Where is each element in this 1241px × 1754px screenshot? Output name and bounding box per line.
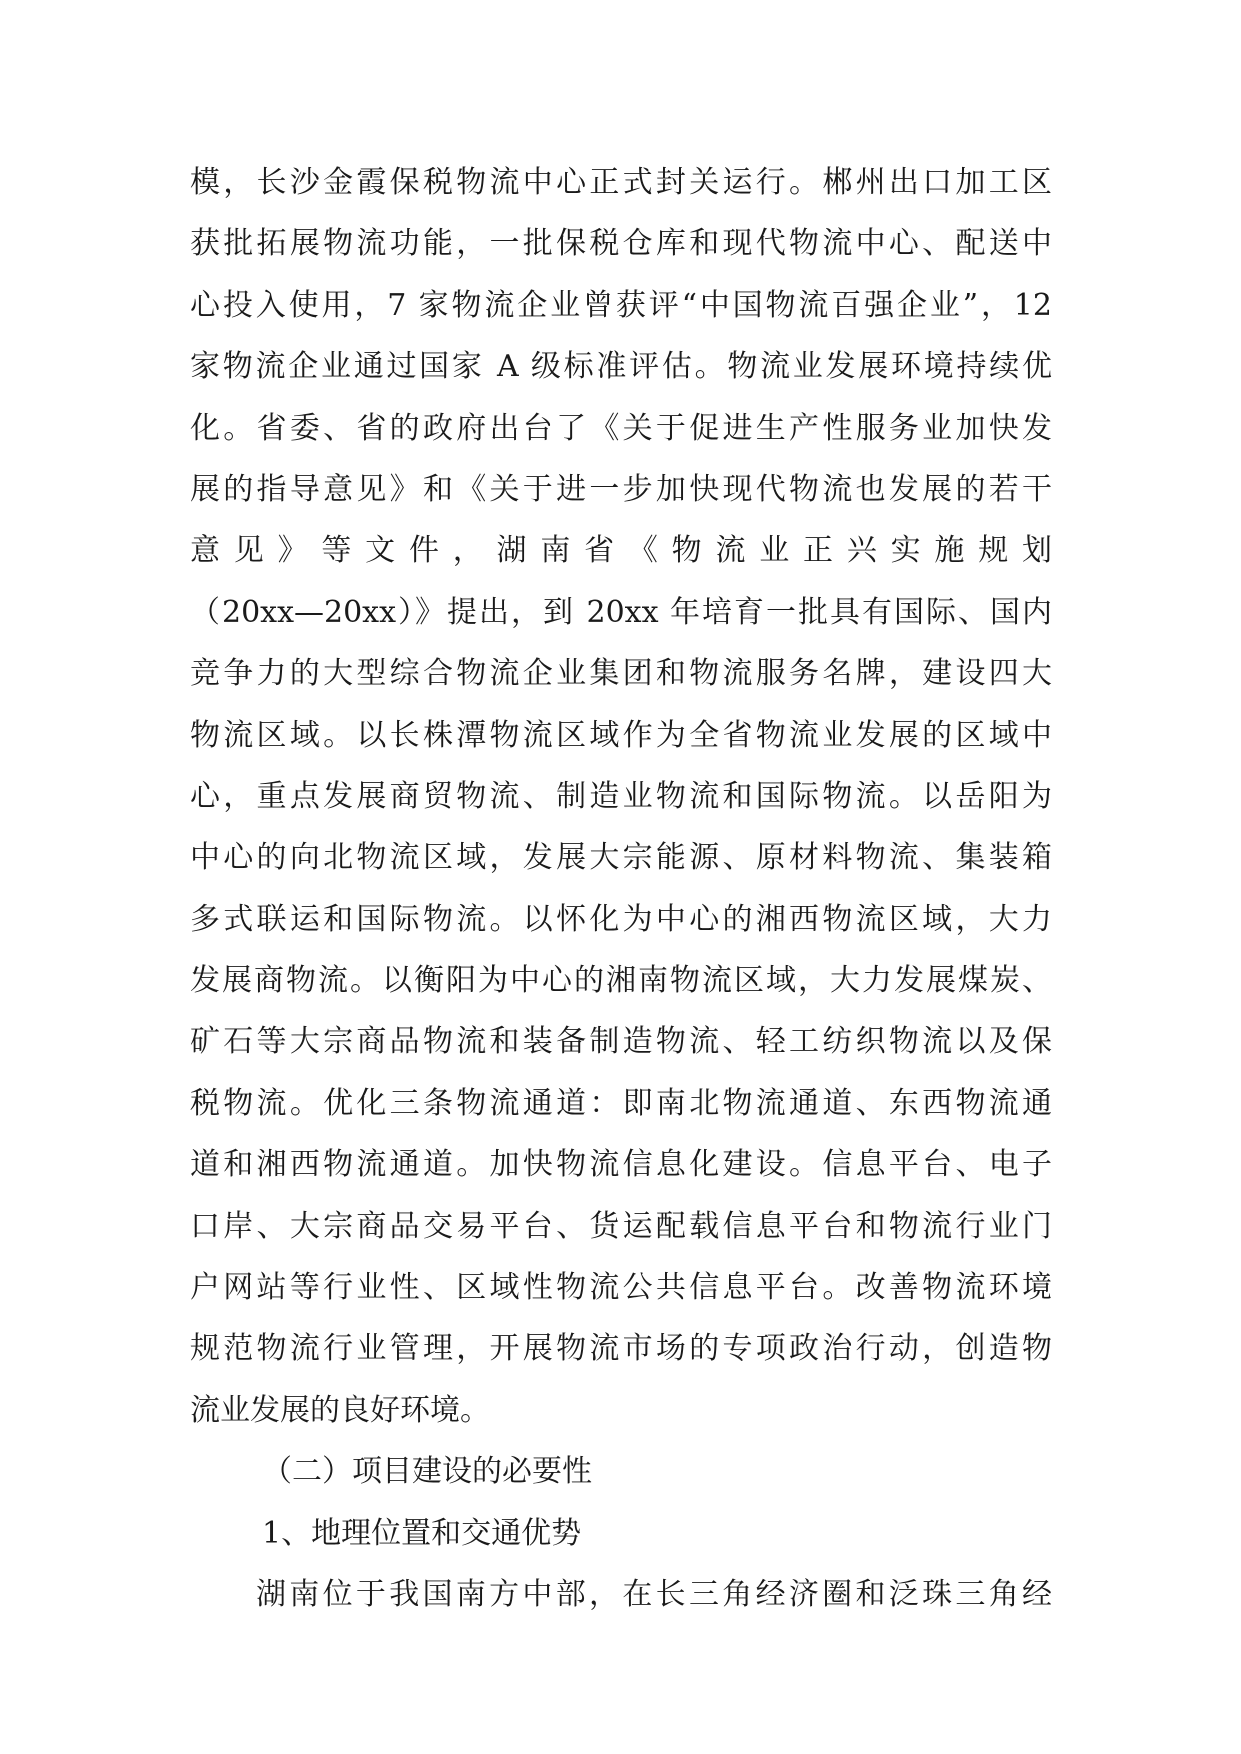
text-line: 竞争力的大型综合物流企业集团和物流服务名牌，建设四大 — [190, 656, 1052, 692]
text-line: 规范物流行业管理，开展物流市场的专项政治行动，创造物 — [190, 1331, 1052, 1367]
text-line: 口岸、大宗商品交易平台、货运配载信息平台和物流行业门 — [190, 1208, 1052, 1244]
text-line: （20xx—20xx）》提出，到 20xx 年培育一批具有国际、国内 — [190, 594, 1052, 630]
text-line: 中心的向北物流区域，发展大宗能源、原材料物流、集装箱 — [190, 840, 1052, 876]
text-line: 流业发展的良好环境。 — [190, 1392, 490, 1428]
text-line: 矿石等大宗商品物流和装备制造物流、轻工纺织物流以及保 — [190, 1024, 1052, 1060]
text-line: 意 见 》 等 文 件 ， 湖 南 省 《 物 流 业 正 兴 实 施 规 划 — [190, 533, 1052, 569]
text-line: 展的指导意见》和《关于进一步加快现代物流也发展的若干 — [190, 471, 1052, 507]
text-line: 模，长沙金霞保税物流中心正式封关运行。郴州出口加工区 — [190, 165, 1052, 200]
text-line: 税物流。优化三条物流通道：即南北物流通道、东西物流通 — [190, 1085, 1052, 1121]
text-line: 获批拓展物流功能，一批保税仓库和现代物流中心、配送中 — [190, 226, 1052, 262]
text-line: 道和湘西物流通道。加快物流信息化建设。信息平台、电子 — [190, 1147, 1052, 1183]
subheading: 1、地理位置和交通优势 — [262, 1515, 582, 1551]
text-line: 家物流企业通过国家 A 级标准评估。物流业发展环境持续优 — [190, 349, 1052, 385]
text-line: 多式联运和国际物流。以怀化为中心的湘西物流区域，大力 — [190, 901, 1052, 937]
text-line: 心，重点发展商贸物流、制造业物流和国际物流。以岳阳为 — [190, 778, 1052, 814]
body-text — [190, 152, 1052, 1625]
section-heading: （二）项目建设的必要性 — [262, 1454, 592, 1490]
paragraph-line: 湖南位于我国南方中部，在长三角经济圈和泛珠三角经 — [256, 1576, 1052, 1612]
text-line: 物流区域。以长株潭物流区域作为全省物流业发展的区域中 — [190, 717, 1052, 753]
text-line: 心投入使用，7 家物流企业曾获评“中国物流百强企业”，12 — [190, 287, 1052, 323]
text-line: 发展商物流。以衡阳为中心的湘南物流区域，大力发展煤炭、 — [190, 963, 1052, 999]
text-line: 化。省委、省的政府出台了《关于促进生产性服务业加快发 — [190, 410, 1052, 446]
text-line: 户网站等行业性、区域性物流公共信息平台。改善物流环境 — [190, 1270, 1052, 1306]
